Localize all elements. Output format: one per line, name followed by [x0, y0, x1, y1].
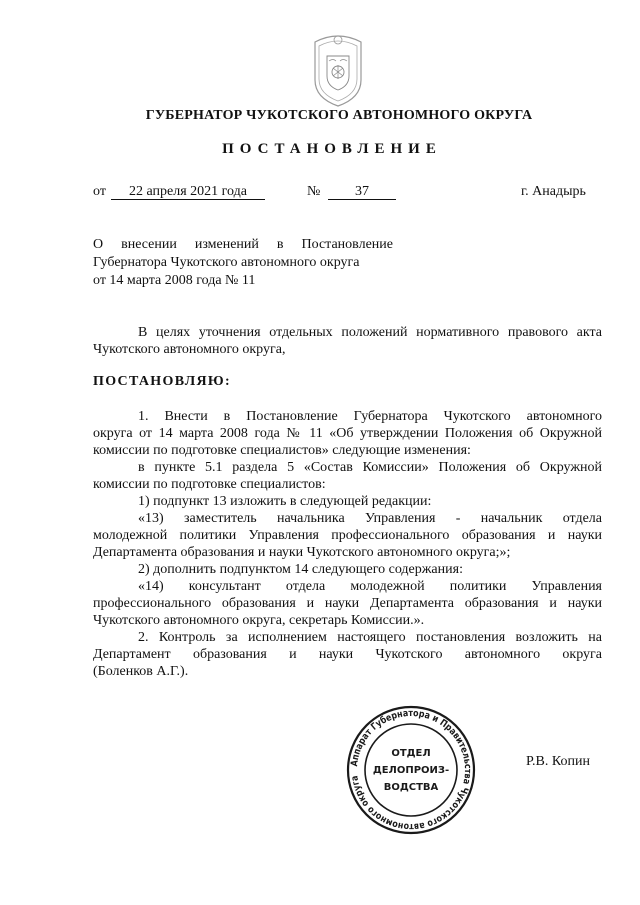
- document-date: 22 апреля 2021 года: [111, 184, 265, 200]
- stamp-ring-text: Аппарат Губернатора и Правительства Чукотского автономного округа: [349, 707, 474, 833]
- coat-of-arms-icon: [305, 28, 371, 108]
- body-line: Департамента образования и науки Чукотского автономного округа;»;: [93, 545, 511, 560]
- issuer-title: ГУБЕРНАТОР ЧУКОТСКОГО АВТОНОМНОГО ОКРУГА: [145, 108, 533, 123]
- body-line: Департамент образования и науки Чукотского автономного округа: [93, 647, 602, 662]
- body-line: 2. Контроль за исполнением настоящего постановления возложить на: [138, 630, 602, 645]
- body-line: молодежной политики Управления профессионального образования и науки: [93, 528, 602, 543]
- stamp-line: ВОДСТВА: [383, 782, 439, 793]
- decree-word: ПОСТАНОВЛЯЮ:: [93, 374, 231, 389]
- signatory-name: Р.В. Копин: [526, 754, 590, 769]
- body-line: (Боленков А.Г.).: [93, 664, 189, 679]
- body-line: профессионального образования и науки Департамента образования и науки: [93, 596, 602, 611]
- number-label: №: [307, 184, 321, 199]
- document-subject: О внесении изменений в Постановление Губернатора Чукотского автономного округа от 14 марта 2008 года № 11: [93, 237, 393, 288]
- preamble: В целях уточнения отдельных положений нормативного правового акта Чукотского автономного округа,: [93, 325, 602, 357]
- body-line: округа от 14 марта 2008 года № 11 «Об утверждении Положения об Окружной: [93, 426, 602, 441]
- office-stamp: [345, 704, 477, 836]
- body-line: 1) подпункт 13 изложить в следующей редакции:: [138, 494, 432, 509]
- body-line: Чукотского автономного округа, секретарь Комиссии.».: [93, 613, 425, 628]
- body-line: 2) дополнить подпунктом 14 следующего содержания:: [138, 562, 463, 577]
- stamp-line: ДЕЛОПРОИЗ-: [372, 765, 450, 776]
- document-number: 37: [328, 184, 396, 200]
- document-place: г. Анадырь: [521, 184, 586, 199]
- stamp-line: ОТДЕЛ: [391, 748, 431, 759]
- body-line: 1. Внести в Постановление Губернатора Чукотского автономного: [138, 409, 602, 424]
- body-line: в пункте 5.1 раздела 5 «Состав Комиссии» Положения об Окружной: [138, 460, 602, 475]
- body-line: «14) консультант отдела молодежной политики Управления: [138, 579, 602, 594]
- date-prefix: от: [93, 184, 106, 199]
- decree-body: [93, 408, 602, 680]
- body-line: комиссии по подготовке специалистов» следующие изменения:: [93, 443, 471, 458]
- body-line: комиссии по подготовке специалистов:: [93, 477, 326, 492]
- body-line: «13) заместитель начальника Управления - начальник отдела: [138, 511, 602, 526]
- document-type: ПОСТАНОВЛЕНИЕ: [222, 141, 442, 157]
